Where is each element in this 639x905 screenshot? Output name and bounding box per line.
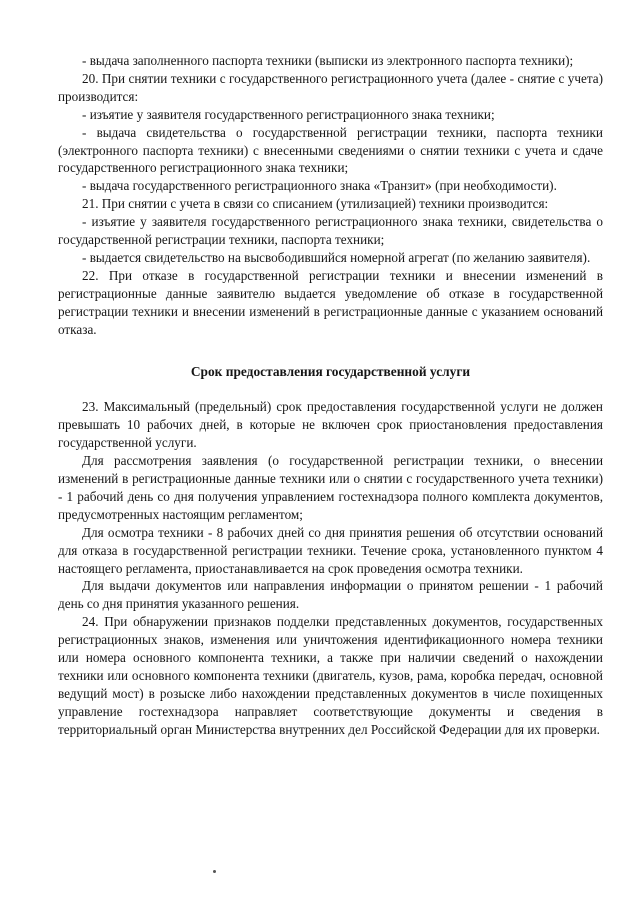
paragraph-documents-removal: - изъятие у заявителя государственного регистрационного знака техники, свидетельства о государственной регистрации техники, паспорта техники;: [58, 214, 603, 248]
paragraph-application-review: Для рассмотрения заявления (о государственной регистрации техники, о внесении изменений в регистрационные данные техники или о снятии с государственного учета техники) - 1 рабочий день со дня получения управлением гостехнадзора полного комплекта документов, предусмотренных настоящим регламентом;: [58, 453, 603, 522]
paragraph-passport-issue: - выдача заполненного паспорта техники (выписки из электронного паспорта техники);: [82, 53, 574, 68]
section-heading: Срок предоставления государственной услуги: [190, 363, 471, 379]
paragraph-inspection-period: Для осмотра техники - 8 рабочих дней со дня принятия решения об отсутствии оснований для отказа в государственной регистрации техники. Течение срока, установленного пунктом 4 настоящего регламента, приостанавливается на срок проведения осмотра техники.: [58, 524, 603, 576]
paragraph-clause-21: 21. При снятии с учета в связи со списанием (утилизацией) техники производится:: [82, 196, 549, 212]
paragraph-certificate-issue: - выдача свидетельства о государственной регистрации техники, паспорта техники (электронного паспорта техники) с внесенными сведениями о снятии техники с учета и сдаче государственного регистрационного знака техники;: [58, 124, 603, 176]
paragraph-clause-22: 22. При отказе в государственной регистрации техники и внесении изменений в регистрационные данные заявителю выдается уведомление об отказе в государственной регистрации техники и внесении изменений в регистрационные данные с указанием оснований отказа.: [58, 267, 603, 337]
scan-dot-mark: [213, 870, 216, 873]
paragraph-decision-notice: Для выдачи документов или направления информации о принятом решении - 1 рабочий день со дня принятия указанного решения.: [58, 578, 603, 612]
paragraph-clause-23: 23. Максимальный (предельный) срок предоставления государственной услуги не должен превышать 10 рабочих дней, в которые не включен срок приостановления предоставления государственной услуги.: [58, 399, 603, 451]
paragraph-transit-plate: - выдача государственного регистрационного знака «Транзит» (при необходимости).: [82, 178, 557, 194]
paragraph-plate-removal: - изъятие у заявителя государственного регистрационного знака техники;: [82, 106, 495, 122]
paragraph-clause-20: 20. При снятии техники с государственного регистрационного учета (далее - снятие с учета) производится:: [58, 70, 603, 104]
paragraph-clause-24: 24. При обнаружении признаков подделки представленных документов, государственных регистрационных знаков, изменения или уничтожения идентификационного номера техники или номера основного компонента техники, а также при наличии сведений о нахождении техники или основного компонента техники (двигатель, кузов, рама, коробка передач, основной ведущий мост) в розыске либо нахождении представленных документов в числе похищенных управление гостехнадзора направляет соответствующие документы и сведения в территориальный орган Министерства внутренних дел Российской Федерации для их проверки.: [58, 614, 603, 737]
paragraph-unit-certificate: - выдается свидетельство на высвободившийся номерной агрегат (по желанию заявителя).: [82, 249, 591, 265]
